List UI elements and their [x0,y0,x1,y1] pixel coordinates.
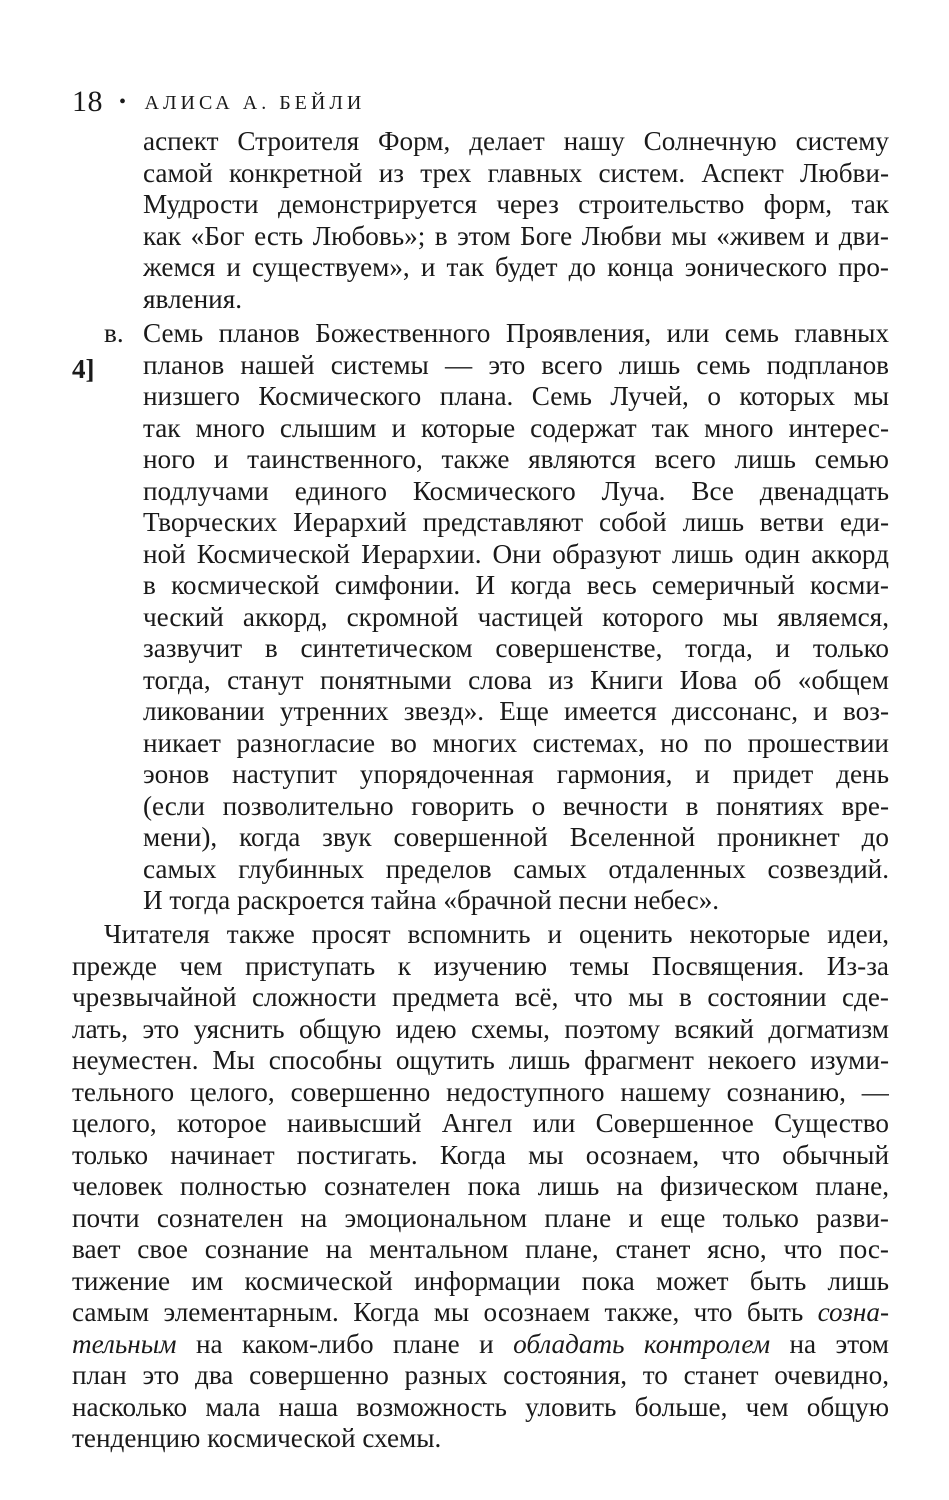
text-line: тижение им космической информации пока может быть лишь [72,1266,889,1296]
text-line: планов нашей системы — это всего лишь семь подпланов [143,350,889,380]
text-line: (если позволительно говорить о вечности в понятиях вре- [143,791,889,821]
running-title-author: АЛИСА А. БЕЙЛИ [144,92,366,114]
text-line: в космической симфонии. И когда весь семеричный косми- [143,570,889,600]
text-line: Мудрости демонстрируется через строительство форм, так [143,189,889,219]
text-line: только начинает постигать. Когда мы осознаем, что обычный [72,1140,889,1170]
text-line: жемся и существуем», и так будет до конца эонического про- [143,252,889,282]
text-line: почти сознателен на эмоциональном плане и еще только разви- [72,1203,889,1233]
text-line: тогда, станут понятными слова из Книги Иова об «общем [143,665,889,695]
italic-run: тельным [72,1329,177,1359]
text-line: насколько мала наша возможность уловить больше, чем общую [72,1392,889,1422]
text-line: аспект Строителя Форм, делает нашу Солнечную систему [143,126,889,156]
text-line: неуместен. Мы способны ощутить лишь фрагмент некоего изуми- [72,1045,889,1075]
text-line: ного и таинственного, также являются всего лишь семью [143,444,889,474]
header-separator: • [119,91,127,113]
text-line: никает разногласие во многих системах, но по прошествии [143,728,889,758]
running-header [72,82,365,123]
text-run: самым элементарным. Когда мы осознаем также, что быть [72,1297,818,1327]
text-line: ческий аккорд, скромной частицей которого мы являемся, [143,602,889,632]
text-line: тельного целого, совершенно недоступного нашему сознанию, — [72,1077,889,1107]
text-line: план это два совершенно разных состояния, то станет очевидно, [72,1360,889,1390]
text-line: самой конкретной из трех главных систем. Аспект Любви- [143,158,889,188]
italic-run: сознa- [817,1297,889,1327]
text-line: зазвучит в синтетическом совершенстве, тогда, и только [143,633,889,663]
text-line-with-italic [72,1329,889,1360]
margin-page-reference: 4] [72,354,95,384]
text-line-with-italic [72,1297,889,1328]
text-line: ной Космической Иерархии. Они образуют лишь один аккорд [143,539,889,569]
text-run: на этом [770,1329,889,1359]
text-line: чрезвычайной сложности предмета всё, что мы в состоянии сде- [72,982,889,1012]
text-line: лать, это уяснить общую идею схемы, поэтому всякий догматизм [72,1014,889,1044]
text-line: ликовании утренних звезд». Еще имеется диссонанс, и воз- [143,696,889,726]
text-line: Семь планов Божественного Проявления, или семь главных [143,318,889,348]
text-line: подлучами единого Космического Луча. Все двенадцать [143,476,889,506]
text-run: на каком-либо плане и [195,1329,514,1359]
text-line: мени), когда звук совершенной Вселенной проникнет до [143,822,889,852]
text-line: Читателя также просят вспомнить и оценить некоторые идеи, [104,919,889,949]
text-line: явления. [143,284,243,314]
italic-run: обладать контролем [513,1329,771,1359]
text-line: низшего Космического плана. Семь Лучей, о которых мы [143,381,889,411]
list-item-label: в. [104,318,124,348]
text-line: целого, которое наивысший Ангел или Совершенное Существо [72,1108,889,1138]
text-line: тенденцию космической схемы. [72,1423,442,1453]
text-line: Творческих Иерархий представляют собой лишь ветви еди- [143,507,889,537]
text-line: И тогда раскроется тайна «брачной песни небес». [143,885,720,915]
text-line: человек полностью сознателен пока лишь на физическом плане, [72,1171,889,1201]
text-line: прежде чем приступать к изучению темы Посвящения. Из-за [72,951,889,981]
text-line: самых глубинных пределов самых отдаленных созвездий. [143,854,889,884]
page-number: 18 [72,85,103,118]
text-line: вает свое сознание на ментальном плане, станет ясно, что пос- [72,1234,889,1264]
text-line: эонов наступит упорядоченная гармония, и придет день [143,759,889,789]
text-line: как «Бог есть Любовь»; в этом Боге Любви мы «живем и дви- [143,221,889,251]
text-line: так много слышим и которые содержат так много интерес- [143,413,889,443]
